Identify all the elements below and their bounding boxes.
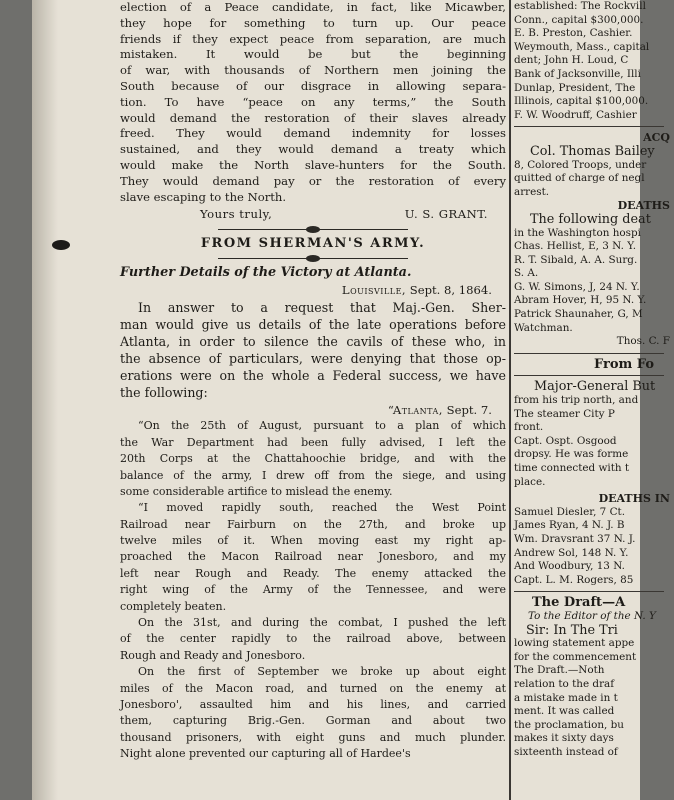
letter-line: mistaken. It would be but the beginning (120, 47, 506, 62)
draft-line: a mistake made in t (514, 691, 618, 704)
article-subhead: Further Details of the Victory at Atlanta. (120, 264, 412, 280)
dispatch-line: balance of the army, I drew off from the siege, and using (120, 468, 506, 482)
draft-line: sixteenth instead of (514, 745, 618, 758)
right-column (514, 0, 674, 800)
sherman-dispatch (120, 418, 506, 762)
dispatch-line: On the first of September we broke up about eight (138, 665, 506, 679)
letter-line: friends if they expect peace from separation, are much (120, 31, 506, 46)
bank-line: F. W. Woodruff, Cashier (514, 108, 637, 121)
article-intro (120, 299, 506, 401)
grant-letter-text (120, 0, 506, 205)
letter-line: would demand the restoration of their slaves already (120, 110, 506, 125)
dispatch-line: right wing of the Army of the Tennessee, and were (120, 583, 506, 597)
column-divider (514, 353, 664, 354)
butler-line: Capt. Ospt. Osgood (514, 434, 617, 447)
bank-line: dent; John H. Loud, C (514, 54, 629, 67)
butler-line: place. (514, 475, 546, 488)
dispatch-date: Sept. 7. (446, 402, 492, 417)
intro-line: man would give us details of the late operations before (120, 316, 506, 332)
letter-line: They would demand pay or the restoration of every (120, 173, 506, 188)
draft-line: makes it sixty days (514, 732, 614, 745)
bank-line: Conn., capital $300,000. (514, 13, 644, 26)
dispatch-line: of the center rapidly to the railroad above, between (120, 632, 506, 646)
death-entry: Wm. Dravsrant 37 N. J. (514, 532, 636, 545)
deaths-intro: The following deat (530, 211, 651, 227)
column-divider (514, 375, 664, 376)
dateline-place: Louisville, (341, 282, 407, 297)
letter-line: tion. To have “peace on any terms,” the South (120, 94, 506, 109)
death-entry: G. W. Simons, J, 24 N. Y. (514, 280, 640, 293)
dispatch-line: them, capturing Brig.-Gen. Gorman and about two (120, 714, 506, 728)
draft-line: lowing statement appe (514, 637, 635, 650)
draft-line: relation to the draf (514, 677, 615, 690)
letter-signature: U. S. GRANT. (404, 207, 488, 222)
bank-notices (514, 0, 674, 122)
deaths-in-heading: DEATHS IN (598, 492, 670, 506)
officer-line: 8, Colored Troops, under (514, 158, 647, 171)
letter-line: would make the North slave-hunters for the South. (120, 157, 506, 172)
dateline-date: Sept. 8, 1864. (409, 282, 492, 297)
dispatch-line: Railroad near Fairburn on the 27th, and broke up (120, 517, 506, 531)
officer-name: Col. Thomas Bailey (530, 143, 655, 159)
dispatch-line: twelve miles of it. When moving east my right ap- (120, 534, 506, 548)
dispatch-line: Rough and Ready and Jonesboro. (120, 648, 306, 662)
letter-line: they hope for something to turn up. Our peace (120, 15, 506, 30)
draft-to-editor: To the Editor of the N. Y (528, 609, 656, 622)
dispatch-dateline (120, 403, 506, 419)
dispatch-line: Night alone prevented our capturing all of Hardee's (120, 747, 411, 761)
letter-closing: Yours truly, (200, 207, 273, 222)
dispatch-line: thousand prisoners, with eight guns and much plunder. (120, 730, 506, 744)
letter-line: South because of our disgrace in allowing separa- (120, 78, 506, 93)
death-entry: And Woodbury, 13 N. (514, 560, 625, 573)
acq-heading: ACQ (643, 131, 670, 145)
death-entry: in the Washington hospi (514, 226, 641, 239)
dispatch-line: 20th Corps at the Chattahoochie bridge, and with the (120, 452, 506, 466)
bank-line: E. B. Preston, Cashier. (514, 27, 633, 40)
bank-line: Bank of Jacksonville, Illi (514, 67, 641, 80)
deaths-signoff: Thos. C. F (616, 335, 670, 348)
ornamental-rule (218, 258, 408, 259)
death-entry: Capt. L. M. Rogers, 85 (514, 573, 634, 586)
draft-heading: The Draft—A (532, 595, 626, 611)
dispatch-line: Jonesboro', assaulted him and his lines, and carried (120, 698, 506, 712)
butler-line: The steamer City P (514, 407, 615, 420)
from-fortress-heading: From Fo (594, 356, 654, 372)
officer-notice (514, 159, 674, 200)
death-entry: S. A. (514, 267, 539, 280)
bank-line: Weymouth, Mass., capital (514, 40, 650, 53)
dispatch-place: “Atlanta, (387, 402, 443, 417)
butler-line: front. (514, 421, 544, 434)
death-entry: R. T. Sibald, A. A. Surg. (514, 253, 638, 266)
butler-name: Major-General But (534, 379, 656, 395)
draft-salutation: Sir: In The Tri (526, 622, 618, 638)
letter-line: election of a Peace candidate, in fact, like Micawber, (120, 0, 506, 14)
article-headline: FROM SHERMAN'S ARMY. (200, 236, 426, 252)
draft-line: the proclamation, bu (514, 718, 624, 731)
officer-line: arrest. (514, 185, 550, 198)
butler-line: dropsy. He was forme (514, 448, 629, 461)
butler-line: from his trip north, and (514, 394, 639, 407)
deaths-heading: DEATHS (617, 199, 670, 213)
death-entry: James Ryan, 4 N. J. B (514, 519, 625, 532)
column-divider (514, 591, 664, 592)
intro-line: In answer to a request that Maj.-Gen. Sher- (138, 299, 506, 315)
letter-line: of war, with thousands of Northern men joining the (120, 63, 506, 78)
death-entry: Andrew Sol, 148 N. Y. (514, 546, 629, 559)
intro-line: erations were on the whole a Federal success, we have (120, 367, 506, 383)
dispatch-line: the War Department had been fully advised, I left the (120, 435, 506, 449)
deaths-list (514, 227, 674, 336)
letter-line: slave escaping to the North. (120, 189, 287, 204)
left-column (120, 0, 506, 800)
butler-line: time connected with t (514, 462, 630, 474)
bank-line: established: The Rockvill (514, 0, 646, 12)
draft-line: for the commencement (514, 650, 637, 663)
death-entry: Patrick Shaunaher, G, M (514, 308, 643, 321)
intro-line: the absence of particulars, were denying that those op- (120, 350, 506, 366)
officer-line: quitted of charge of negl (514, 172, 645, 185)
death-entry: Watchman. (514, 321, 573, 334)
bank-line: Illinois, capital $100,000. (514, 95, 649, 108)
dispatch-line: left near Rough and Ready. The enemy attacked the (120, 566, 506, 580)
article-dateline (120, 283, 506, 299)
dispatch-line: On the 31st, and during the combat, I pushed the left (138, 616, 506, 630)
binding-hole (52, 240, 70, 250)
intro-line: the following: (120, 384, 208, 400)
bank-line: Dunlap, President, The (514, 81, 636, 94)
dispatch-line: completely beaten. (120, 599, 227, 613)
death-entry: Abram Hover, H, 95 N. Y. (514, 294, 647, 307)
dispatch-line: “On the 25th of August, pursuant to a plan of which (138, 419, 506, 433)
intro-line: Atlanta, in order to silence the cavils of these who, in (120, 333, 506, 349)
butler-notice (514, 394, 674, 489)
dispatch-line: some considerable artifice to mislead the enemy. (120, 484, 393, 498)
letter-signature-line (120, 205, 506, 223)
column-rule (509, 0, 511, 800)
dispatch-line: miles of the Macon road, and turned on the enemy at (120, 681, 506, 695)
column-divider (514, 126, 664, 127)
letter-line: sustained, and they would demand a treaty which (120, 142, 506, 157)
draft-line: ment. It was called (514, 705, 615, 718)
death-entry: Samuel Diesler, 7 Ct. (514, 505, 626, 518)
draft-text (514, 637, 674, 759)
deaths-in-list (514, 506, 674, 588)
dispatch-line: “I moved rapidly south, reached the West Point (138, 501, 506, 515)
dispatch-line: proached the Macon Railroad near Jonesboro, and my (120, 550, 506, 564)
ornamental-rule (218, 229, 408, 230)
letter-line: freed. They would demand indemnity for losses (120, 126, 506, 141)
death-entry: Chas. Hellist, E, 3 N. Y. (514, 240, 637, 253)
draft-line: The Draft.—Noth (514, 664, 605, 677)
newspaper-page (32, 0, 670, 800)
